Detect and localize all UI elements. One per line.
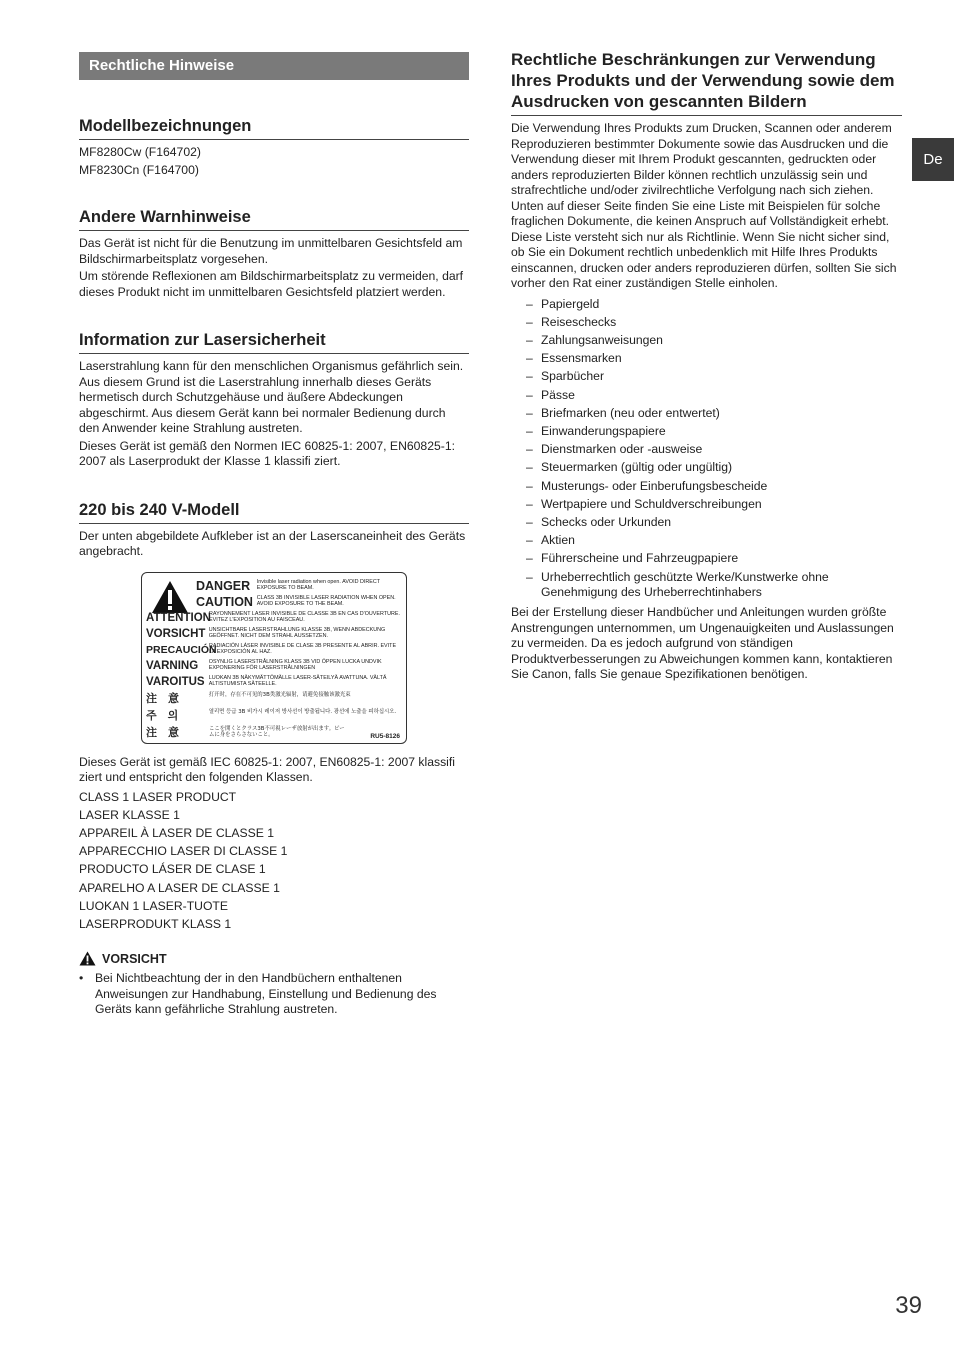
restrict-paragraph-1: Die Verwendung Ihres Produkts zum Drucken, Scannen oder anderem Reproduzieren bestimmter Dokumente sowie das Ausdrucken und die Verwendung dieser mit Ihrem Produkt gescannten, gedruckten oder anders reproduzierten Bilder können rechtlich unzulässig sein und strafrechtliche und/oder zivilrechtliche Verfolgung nach sich ziehen. Unten auf dieser Seite finden Sie eine Liste mit Beispielen für solche fraglichen Dokumente, die keinen Anspruch auf Vollständigkeit erhebt. Diese Liste versteht sich nur als Richtlinie. Wenn Sie nicht sicher sind, ob Sie ein Dokument rechtlich unbedenklich mit Hilfe Ihres Produkts einscannen, drucken oder anders reproduzieren dürfen, sollten Sie sich vorher den Rat einer zuständigen Stelle einholen. — [511, 121, 897, 290]
list-item: – Aktien — [526, 533, 902, 548]
label-word: ATTENTION — [146, 611, 211, 624]
left-column — [79, 52, 469, 1018]
label-row-precaucion — [146, 643, 402, 657]
label-text: 열리면 등급 3B 비가시 레이저 방사선이 방출됩니다. 광선에 노출을 피하십시오. — [208, 708, 397, 715]
laser-class-line: PRODUCTO LÁSER DE CLASE 1 — [79, 862, 266, 877]
restrict-paragraph-2: Bei der Erstellung dieser Handbücher und Anleitungen wurden größte Anstrengungen unternommen, um Ungenauigkeiten und Auslassungen zu vermeiden. Da es jedoch aufgrund von ständigen Produktverbesserungen zu Abweichungen kommen kann, kontaktieren Sie Canon, falls Sie genaue Spezifikationen benötigen. — [511, 605, 894, 682]
label-row-korean — [146, 709, 402, 723]
laser-class-list — [79, 788, 469, 934]
model-line-2: MF8230Cn (F164700) — [79, 163, 199, 177]
laser-class-line: CLASS 1 LASER PRODUCT — [79, 789, 237, 804]
label-row-attention — [146, 611, 402, 625]
label-row-japanese — [146, 726, 402, 740]
label-row-caution — [196, 595, 402, 609]
v240-paragraph-2: Dieses Gerät ist gemäß IEC 60825-1: 2007, EN60825-1: 2007 klassifi ziert und entspricht den folgenden Klassen. — [79, 754, 455, 784]
label-row-danger — [196, 579, 402, 593]
list-item: – Urheberrechtlich geschützte Werke/Kunstwerke ohne Genehmigung des Urheberrechtinhabers — [526, 570, 902, 601]
label-row-vorsicht — [146, 627, 402, 641]
label-text: ここを開くとクラス3B不可視レーザ放射が出ます。ビームに身をさらさないこと。 — [209, 725, 345, 739]
label-row-varoitus — [146, 675, 402, 689]
list-item: – Zahlungsanweisungen — [526, 333, 902, 348]
list-item: – Schecks oder Urkunden — [526, 515, 902, 530]
label-text: OSYNLIG LASERSTRÅLNING KLASS 3B VID ÖPPEN LUCKA UNDVIK EXPONERING FÖR LASERSTRÅLNINGEN — [208, 658, 382, 672]
label-code: RU5-8126 — [370, 732, 400, 740]
list-item: – Papiergeld — [526, 297, 902, 312]
list-item: – Führerscheine und Fahrzeugpapiere — [526, 551, 902, 566]
laser-class-line: LUOKAN 1 LASER-TUOTE — [79, 898, 228, 913]
heading-modellbezeichnungen: Modellbezeichnungen — [79, 116, 469, 140]
document-list — [511, 297, 902, 601]
right-column — [511, 49, 902, 683]
list-item: – Steuermarken (gültig oder ungültig) — [526, 460, 902, 475]
list-item: – Wertpapiere und Schuldverschreibungen — [526, 497, 902, 512]
label-word: 注 意 — [146, 691, 179, 705]
label-word: VARNING — [146, 659, 199, 672]
laser-class-line: APPAREIL À LASER DE CLASSE 1 — [79, 825, 275, 840]
list-item: – Sparbücher — [526, 369, 902, 384]
warn-paragraph-1: Das Gerät ist nicht für die Benutzung im unmittelbaren Gesichtsfeld am Bildschirmarbeitsplatz vorgesehen. — [79, 236, 463, 266]
warning-icon — [79, 951, 96, 966]
heading-lasersicherheit: Information zur Lasersicherheit — [79, 330, 469, 354]
heading-220-240v-modell: 220 bis 240 V-Modell — [79, 500, 469, 524]
section-title-bar: Rechtliche Hinweise — [79, 52, 469, 80]
v240-paragraph-1: Der unten abgebildete Aufkleber ist an der Laserscaneinheit des Geräts angebracht. — [79, 528, 466, 558]
label-text: RAYONNEMENT LASER INVISIBLE DE CLASSE 3B EN CAS D'OUVERTURE. EVITEZ L'EXPOSITION AU FAISCEAU. — [209, 610, 400, 624]
caution-item: • Bei Nichtbeachtung der in den Handbüchern enthaltenen Anweisungen zur Handhabung, Einstellung und Bedienung des Geräts kann gefährliche Strahlung austreten. — [79, 971, 469, 1018]
warn-paragraph-2: Um störende Reflexionen am Bildschirmarbeitsplatz zu vermeiden, darf dieses Produkt nicht im unmittelbaren Gesichtsfeld platziert werden. — [79, 269, 464, 299]
heading-rechtliche-beschraenkungen: Rechtliche Beschränkungen zur Verwendung Ihres Produkts und der Verwendung sowie dem Ausdrucken von gescannten Bildern — [511, 49, 902, 116]
label-row-varning — [146, 659, 402, 673]
model-line-1: MF8280Cw (F164702) — [79, 145, 201, 159]
caution-heading — [79, 951, 469, 966]
laser-class-line: APPARECCHIO LASER DI CLASSE 1 — [79, 844, 288, 859]
list-item: – Essensmarken — [526, 351, 902, 366]
laser-paragraph-1: Laserstrahlung kann für den menschlichen Organismus gefährlich sein. Aus diesem Grund ist die Laserstrahlung innerhalb dieses Geräts hermetisch durch Schutzgehäuse und äußere Abdeckungen abgeschirmt. Aus diesem Gerät kann bei normaler Bedienung durch den Anwender keine Strahlung austreten. — [79, 359, 464, 435]
laser-warning-label — [141, 572, 407, 744]
label-text: CLASS 3B INVISIBLE LASER RADIATION WHEN OPEN. AVOID EXPOSURE TO THE BEAM. — [256, 594, 396, 608]
list-item: – Musterungs- oder Einberufungsbescheide — [526, 479, 902, 494]
label-word: PRECAUCIÓN — [146, 643, 217, 656]
laser-class-line: LASER KLASSE 1 — [79, 807, 180, 822]
label-word: 주 의 — [146, 708, 179, 722]
label-row-chinese — [146, 692, 402, 706]
list-item: – Briefmarken (neu oder entwertet) — [526, 406, 902, 421]
label-word: VAROITUS — [146, 675, 205, 688]
laser-class-line: LASERPRODUKT KLASS 1 — [79, 916, 232, 931]
list-item: – Einwanderungspapiere — [526, 424, 902, 439]
label-text: LUOKAN 3B NÄKYMÄTTÖMÄLLE LASER-SÄTEILYÄ AVATTUNA. VÄLTÄ ALTISTUMISTA SÄTEELLE. — [208, 674, 387, 688]
caution-title: VORSICHT — [102, 951, 167, 966]
heading-andere-warnhinweise: Andere Warnhinweise — [79, 207, 469, 231]
label-word: DANGER — [196, 578, 251, 593]
label-word: 注 意 — [146, 725, 179, 739]
list-item: – Reiseschecks — [526, 315, 902, 330]
language-tab: De — [912, 138, 954, 181]
label-text: Invisible laser radiation when open. AVOID DIRECT EXPOSURE TO BEAM. — [256, 578, 380, 592]
page-number: 39 — [895, 1292, 922, 1319]
list-item: – Dienstmarken oder -ausweise — [526, 442, 902, 457]
laser-paragraph-2: Dieses Gerät ist gemäß den Normen IEC 60825-1: 2007, EN60825-1: 2007 als Laserprodukt der Klasse 1 klassifi ziert. — [79, 438, 455, 468]
label-text: RADIACIÓN LÁSER INVISIBLE DE CLASE 3B PRESENTE AL ABRIR. EVITE LA EXPOSICIÓN AL HAZ. — [209, 642, 397, 656]
label-text: 打开时，存在不可见的3B类激光辐射，请避免接触该激光束 — [208, 691, 351, 698]
label-word: VORSICHT — [146, 627, 206, 640]
laser-class-line: APARELHO A LASER DE CLASSE 1 — [79, 880, 280, 895]
label-text: UNSICHTBARE LASERSTRAHLUNG KLASSE 3B, WENN ABDECKUNG GEÖFFNET. NICHT DEM STRAHL AUSSETZEN. — [208, 626, 386, 640]
list-item: – Pässe — [526, 388, 902, 403]
warning-triangle-icon — [150, 579, 190, 615]
label-word: CAUTION — [196, 594, 253, 609]
